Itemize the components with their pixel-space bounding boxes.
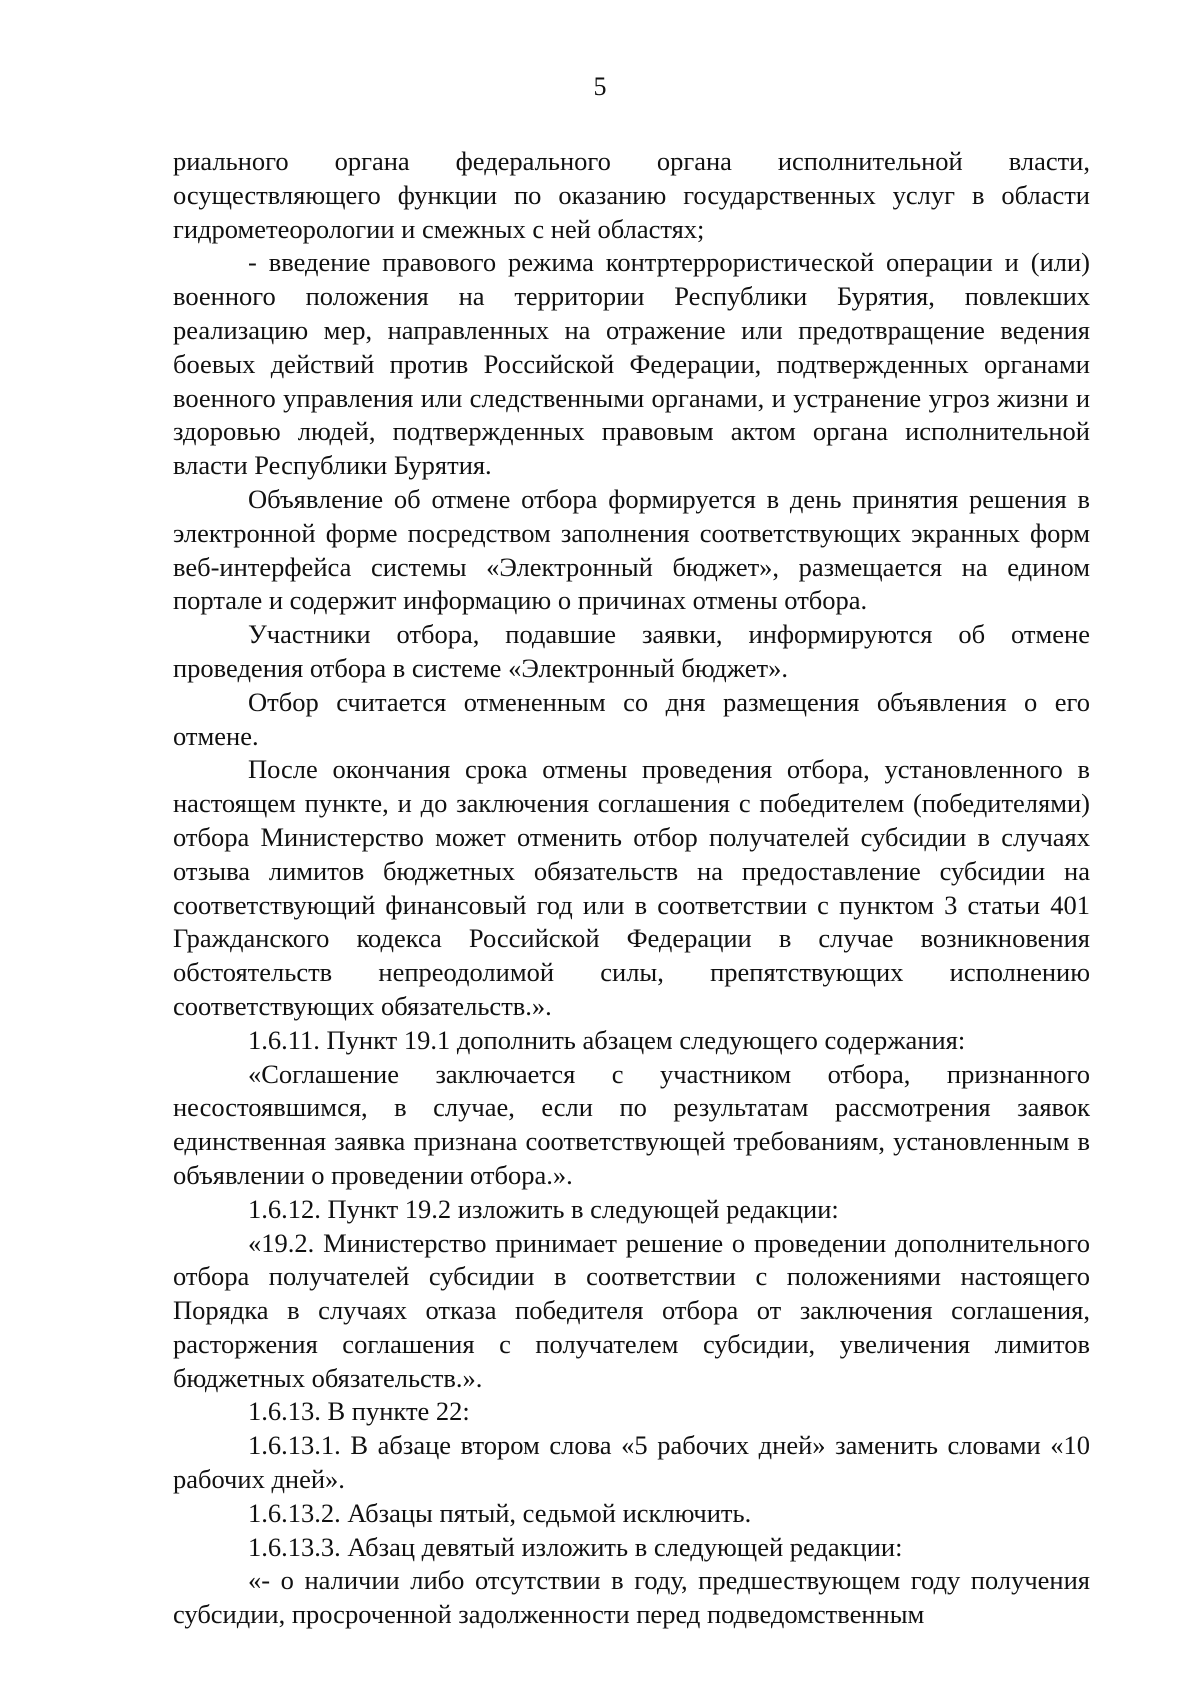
paragraph: 1.6.11. Пункт 19.1 дополнить абзацем следующего содержания:: [248, 1024, 966, 1055]
paragraph: 1.6.13.2. Абзацы пятый, седьмой исключить.: [248, 1497, 752, 1528]
paragraph: 1.6.13. В пункте 22:: [248, 1396, 470, 1427]
paragraph: риального органа федерального органа исполнительной власти, осуществляющего функции по оказанию государственных услуг в области гидрометеорологии и смежных с ней областях;: [173, 146, 1090, 244]
paragraph: 1.6.13.1. В абзаце втором слова «5 рабочих дней» заменить словами «10 рабочих дней».: [173, 1430, 1090, 1495]
paragraph: Объявление об отмене отбора формируется в день принятия решения в электронной форме посредством заполнения соответствующих экранных форм веб-интерфейса системы «Электронный бюджет», размещается на едином портале и содержит информацию о причинах отмены отбора.: [173, 483, 1090, 616]
paragraph: После окончания срока отмены проведения отбора, установленного в настоящем пункте, и до заключения соглашения с победителем (победителями) отбора Министерство может отменить отбор получателей субсидии в случаях отзыва лимитов бюджетных обязательств на предоставление субсидии на соответствующий финансовый год или в соответствии с пунктом 3 статьи 401 Гражданского кодекса Российской Федерации в случае возникновения обстоятельств непреодолимой силы, препятствующих исполнению соответствующих обязательств.».: [173, 754, 1090, 1021]
paragraph: «Соглашение заключается с участником отбора, признанного несостоявшимся, в случае, если по результатам рассмотрения заявок единственная заявка признана соответствующей требованиям, установленным в объявлении о проведении отбора.».: [173, 1058, 1090, 1190]
paragraph: «19.2. Министерство принимает решение о проведении дополнительного отбора получателей субсидии в соответствии с положениями настоящего Порядка в случаях отказа победителя отбора от заключения соглашения, расторжения соглашения с получателем субсидии, увеличения лимитов бюджетных обязательств.».: [173, 1227, 1090, 1393]
document-body: [173, 145, 1090, 1632]
paragraph: Отбор считается отмененным со дня размещения объявления о его отмене.: [173, 686, 1090, 751]
paragraph: - введение правового режима контртеррористической операции и (или) военного положения на территории Республики Бурятия, повлекших реализацию мер, направленных на отражение или предотвращение ведения боевых действий против Российской Федерации, подтвержденных органами военного управления или следственными органами, и устранение угроз жизни и здоровью людей, подтвержденных правовым актом органа исполнительной власти Республики Бурятия.: [173, 247, 1090, 481]
paragraph: 1.6.12. Пункт 19.2 изложить в следующей редакции:: [248, 1193, 839, 1224]
page-number: 5: [593, 72, 607, 101]
paragraph: Участники отбора, подавшие заявки, информируются об отмене проведения отбора в системе «Электронный бюджет».: [173, 619, 1090, 683]
paragraph: «- о наличии либо отсутствии в году, предшествующем году получения субсидии, просроченной задолженности перед подведомственным: [173, 1565, 1090, 1630]
paragraph: 1.6.13.3. Абзац девятый изложить в следующей редакции:: [248, 1531, 903, 1562]
